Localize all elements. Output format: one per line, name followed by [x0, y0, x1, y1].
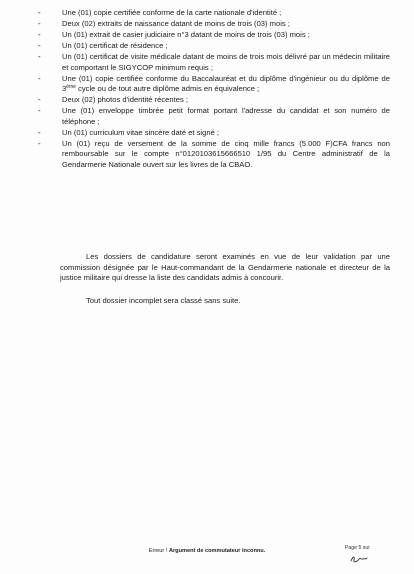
- list-item: [38, 139, 390, 171]
- list-item: [38, 30, 390, 41]
- requirements-list: [38, 8, 390, 171]
- list-item-text: [62, 74, 390, 95]
- list-item-text: Un (01) certificat de résidence ;: [62, 40, 168, 50]
- list-bullet: -: [38, 73, 41, 83]
- incomplete-file-notice: Tout dossier incomplet sera classé sans suite.: [86, 296, 241, 305]
- review-paragraph: Les dossiers de candidature seront examinés en vue de leur validation par une commission désignée par le Haut-commandant de la Gendarmerie nationale et directeur de la justice militaire qui dresse la liste des candidats admis à concourir.: [60, 252, 390, 283]
- list-bullet: -: [38, 138, 41, 148]
- list-item: [38, 8, 390, 19]
- list-item: [38, 95, 390, 106]
- list-bullet: -: [38, 40, 41, 50]
- list-item-text-end: cycle ou de tout autre diplôme admis en équivalence ;: [75, 84, 260, 94]
- list-bullet: -: [38, 29, 41, 39]
- list-item-text: Une (01) copie certifiée conforme de la carte nationale d'identité ;: [62, 8, 282, 17]
- list-item: [38, 128, 390, 139]
- footer-error-text: Argument de commutateur inconnu.: [168, 548, 266, 554]
- list-item-text: Un (01) reçu de versement de la somme de cinq mille francs (5.000 F)CFA francs non remboursable sur le compte n°0120103615666510 1/95 du Centre administratif de la Gendarmerie Nationale ouvert sur les livres de la CBAO.: [62, 138, 390, 169]
- list-item-text: Deux (02) photos d'identité récentes ;: [62, 95, 188, 105]
- list-item: [38, 52, 390, 73]
- list-bullet: -: [38, 95, 41, 105]
- list-item-text-start: Une (01) copie certifiée conforme du Baccalauréat et du diplôme d'ingénieur ou du diplôme de 3: [62, 73, 390, 94]
- list-item: [38, 106, 390, 127]
- list-bullet: -: [38, 127, 41, 137]
- superscript-ordinal: ème: [66, 84, 76, 91]
- initials-signature-icon: [350, 554, 368, 564]
- list-item-text: Un (01) certificat de visite médicale datant de moins de trois mois délivré par un médecin militaire et comportant le SIGYCOP minimum requis ;: [62, 51, 390, 72]
- list-bullet: -: [38, 51, 41, 61]
- list-bullet: -: [38, 106, 41, 116]
- list-item-text: Une (01) enveloppe timbrée petit format portant l'adresse du candidat et son numéro de téléphone ;: [62, 106, 390, 126]
- list-bullet: -: [38, 8, 41, 17]
- list-item-text: Un (01) curriculum vitae sincère daté et signé ;: [62, 127, 220, 137]
- footer-error-prefix: Erreur !: [148, 548, 169, 554]
- list-bullet: -: [38, 18, 41, 28]
- list-item: [38, 41, 390, 52]
- list-item: [38, 19, 390, 30]
- list-item: [38, 74, 390, 95]
- list-item-text: Deux (02) extraits de naissance datant de moins de trois (03) mois ;: [62, 18, 290, 28]
- list-item-text: Un (01) extrait de casier judiciaire n°3 datant de moins de trois (03) mois ;: [62, 29, 310, 39]
- page-number: Page 5 sur: [344, 545, 370, 551]
